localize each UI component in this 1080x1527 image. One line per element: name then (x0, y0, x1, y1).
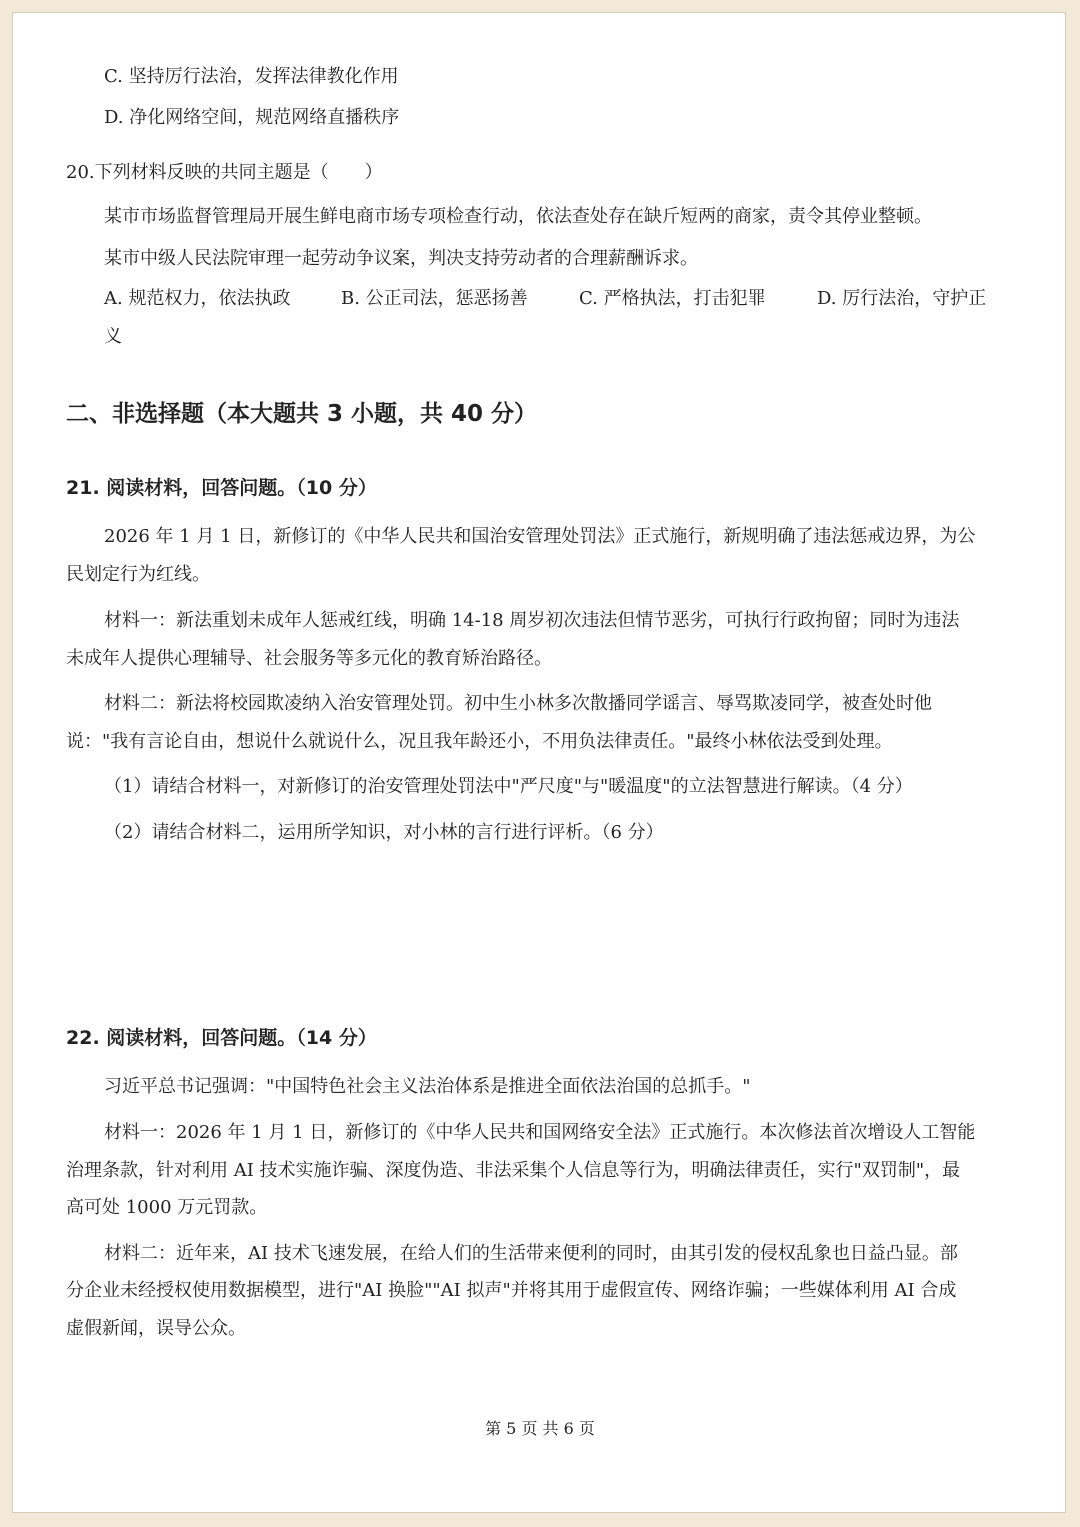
q20-option-b: B. 公正司法，惩恶扬善 (341, 288, 528, 309)
q20-material-2: 某市中级人民法院审理一起劳动争议案，判决支持劳动者的合理薪酬诉求。 (104, 248, 698, 269)
q20-material-1: 某市市场监督管理局开展生鲜电商市场专项检查行动，依法查处存在缺斤短两的商家，责令其停业整顿。 (104, 206, 932, 227)
q20-option-a: A. 规范权力，依法执政 (104, 288, 291, 309)
q21-material-2: 材料二：新法将校园欺凌纳入治安管理处罚。初中生小林多次散播同学谣言、辱骂欺凌同学，被查处时他 (104, 693, 932, 714)
q22-title: 22. 阅读材料，回答问题。（14 分） (66, 1027, 377, 1049)
page-number: 第 5 页 共 6 页 (485, 1419, 595, 1438)
q22-quote: 习近平总书记强调："中国特色社会主义法治体系是推进全面依法治国的总抓手。" (104, 1076, 751, 1097)
q19-option-d: D. 净化网络空间，规范网络直播秩序 (104, 107, 400, 128)
q20-stem: 20.下列材料反映的共同主题是（ ） (66, 162, 383, 183)
section-title: 二、非选择题（本大题共 3 小题，共 40 分） (66, 401, 538, 427)
q20-option-d: D. 厉行法治，守护正 (817, 288, 987, 309)
q22-material-2: 材料二：近年来，AI 技术飞速发展，在给人们的生活带来便利的同时，由其引发的侵权乱象也日益凸显。部 (104, 1243, 958, 1264)
q21-material-1-continued: 未成年人提供心理辅导、社会服务等多元化的教育矫治路径。 (66, 648, 552, 669)
q21-material-2-continued: 说："我有言论自由，想说什么就说什么，况且我年龄还小，不用负法律责任。"最终小林依法受到处理。 (66, 731, 893, 752)
q19-option-c: C. 坚持厉行法治，发挥法律教化作用 (104, 66, 399, 87)
q21-intro: 2026 年 1 月 1 日，新修订的《中华人民共和国治安管理处罚法》正式施行，新规明确了违法惩戒边界，为公 (104, 526, 976, 547)
q20-option-c: C. 严格执法，打击犯罪 (579, 288, 766, 309)
q22-material-1-continued: 治理条款，针对利用 AI 技术实施诈骗、深度伪造、非法采集个人信息等行为，明确法律责任，实行"双罚制"，最 (66, 1160, 961, 1181)
q21-intro-continued: 民划定行为红线。 (66, 564, 210, 585)
q22-material-2-end: 虚假新闻，误导公众。 (66, 1318, 246, 1339)
q22-material-1-end: 高可处 1000 万元罚款。 (66, 1197, 268, 1218)
q22-material-1: 材料一：2026 年 1 月 1 日，新修订的《中华人民共和国网络安全法》正式施行。本次修法首次增设人工智能 (104, 1122, 976, 1143)
q21-subquestion-2: （2）请结合材料二，运用所学知识，对小林的言行进行评析。（6 分） (104, 822, 664, 843)
q21-material-1: 材料一：新法重划未成年人惩戒红线，明确 14-18 周岁初次违法但情节恶劣，可执行行政拘留；同时为违法 (104, 610, 960, 631)
q22-material-2-continued: 分企业未经授权使用数据模型，进行"AI 换脸""AI 拟声"并将其用于虚假宣传、网络诈骗；一些媒体利用 AI 合成 (66, 1280, 957, 1301)
q20-option-d-continued: 义 (104, 326, 122, 347)
q21-title: 21. 阅读材料，回答问题。（10 分） (66, 477, 377, 499)
q21-subquestion-1: （1）请结合材料一，对新修订的治安管理处罚法中"严尺度"与"暖温度"的立法智慧进行解读。（4 分） (104, 776, 913, 797)
